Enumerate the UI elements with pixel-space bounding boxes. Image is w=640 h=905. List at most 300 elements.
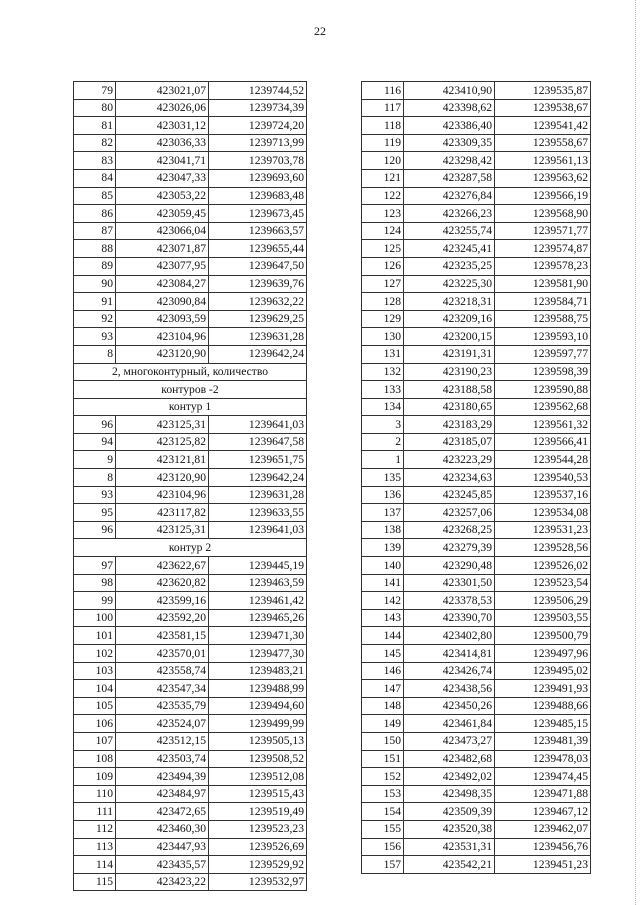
x-coordinate-cell: 423036,33 [116, 134, 209, 152]
point-number-cell: 120 [362, 152, 404, 170]
x-coordinate-cell: 423225,30 [404, 275, 495, 293]
point-number-cell: 153 [362, 785, 404, 803]
y-coordinate-cell: 1239663,57 [209, 222, 307, 240]
point-number-cell: 1 [362, 451, 404, 469]
x-coordinate-cell: 423021,07 [116, 82, 209, 100]
point-number-cell: 94 [74, 433, 116, 451]
y-coordinate-cell: 1239526,69 [209, 838, 307, 856]
x-coordinate-cell: 423298,42 [404, 152, 495, 170]
x-coordinate-cell: 423438,56 [404, 680, 495, 698]
point-number-cell: 156 [362, 838, 404, 856]
x-coordinate-cell: 423104,96 [116, 486, 209, 504]
point-number-cell: 89 [74, 257, 116, 275]
point-number-cell: 104 [74, 680, 116, 698]
table-row [74, 451, 307, 469]
table-row [74, 152, 307, 170]
table-row [362, 539, 591, 557]
table-row [74, 117, 307, 135]
table-row [74, 521, 307, 539]
point-number-cell: 149 [362, 715, 404, 733]
table-row [74, 873, 307, 891]
x-coordinate-cell: 423509,39 [404, 803, 495, 821]
table-row [74, 645, 307, 663]
point-number-cell: 86 [74, 205, 116, 223]
x-coordinate-cell: 423547,34 [116, 680, 209, 698]
point-number-cell: 126 [362, 257, 404, 275]
y-coordinate-cell: 1239647,50 [209, 257, 307, 275]
point-number-cell: 127 [362, 275, 404, 293]
y-coordinate-cell: 1239544,28 [495, 451, 591, 469]
table-row [74, 275, 307, 293]
point-number-cell: 8 [74, 345, 116, 363]
x-coordinate-cell: 423558,74 [116, 662, 209, 680]
section-row [74, 539, 307, 557]
page-edge-line [635, 0, 636, 905]
table-row [74, 680, 307, 698]
section-row [74, 398, 307, 416]
point-number-cell: 130 [362, 328, 404, 346]
y-coordinate-cell: 1239461,42 [209, 592, 307, 610]
table-row [362, 82, 591, 100]
x-coordinate-cell: 423257,06 [404, 504, 495, 522]
x-coordinate-cell: 423235,25 [404, 257, 495, 275]
x-coordinate-cell: 423071,87 [116, 240, 209, 258]
x-coordinate-cell: 423484,97 [116, 785, 209, 803]
x-coordinate-cell: 423180,65 [404, 398, 495, 416]
y-coordinate-cell: 1239474,45 [495, 768, 591, 786]
x-coordinate-cell: 423535,79 [116, 697, 209, 715]
point-number-cell: 136 [362, 486, 404, 504]
x-coordinate-cell: 423104,96 [116, 328, 209, 346]
y-coordinate-cell: 1239505,13 [209, 732, 307, 750]
y-coordinate-cell: 1239561,13 [495, 152, 591, 170]
table-row [74, 222, 307, 240]
table-row [362, 451, 591, 469]
y-coordinate-cell: 1239488,99 [209, 680, 307, 698]
y-coordinate-cell: 1239558,67 [495, 134, 591, 152]
table-row [362, 838, 591, 856]
y-coordinate-cell: 1239456,76 [495, 838, 591, 856]
table-row [362, 627, 591, 645]
table-row [362, 521, 591, 539]
y-coordinate-cell: 1239655,44 [209, 240, 307, 258]
table-row [362, 433, 591, 451]
point-number-cell: 115 [74, 873, 116, 891]
y-coordinate-cell: 1239734,39 [209, 99, 307, 117]
y-coordinate-cell: 1239647,58 [209, 433, 307, 451]
point-number-cell: 155 [362, 820, 404, 838]
point-number-cell: 139 [362, 539, 404, 557]
x-coordinate-cell: 423059,45 [116, 205, 209, 223]
table-row [362, 750, 591, 768]
x-coordinate-cell: 423498,35 [404, 785, 495, 803]
point-number-cell: 88 [74, 240, 116, 258]
point-number-cell: 143 [362, 609, 404, 627]
x-coordinate-cell: 423279,39 [404, 539, 495, 557]
y-coordinate-cell: 1239523,54 [495, 574, 591, 592]
table-row [74, 240, 307, 258]
table-row [362, 785, 591, 803]
table-row [362, 715, 591, 733]
x-coordinate-cell: 423390,70 [404, 609, 495, 627]
table-row [362, 768, 591, 786]
y-coordinate-cell: 1239503,55 [495, 609, 591, 627]
y-coordinate-cell: 1239566,19 [495, 187, 591, 205]
y-coordinate-cell: 1239693,60 [209, 169, 307, 187]
x-coordinate-cell: 423077,95 [116, 257, 209, 275]
point-number-cell: 110 [74, 785, 116, 803]
y-coordinate-cell: 1239512,08 [209, 768, 307, 786]
table-row [362, 99, 591, 117]
table-row [74, 82, 307, 100]
point-number-cell: 145 [362, 645, 404, 663]
table-row [362, 117, 591, 135]
point-number-cell: 140 [362, 557, 404, 575]
x-coordinate-cell: 423581,15 [116, 627, 209, 645]
point-number-cell: 116 [362, 82, 404, 100]
section-label: 2, многоконтурный, количество [74, 363, 307, 381]
point-number-cell: 97 [74, 557, 116, 575]
point-number-cell: 109 [74, 768, 116, 786]
y-coordinate-cell: 1239463,59 [209, 574, 307, 592]
y-coordinate-cell: 1239673,45 [209, 205, 307, 223]
table-row [362, 134, 591, 152]
x-coordinate-cell: 423026,06 [116, 99, 209, 117]
table-row [362, 680, 591, 698]
table-row [74, 838, 307, 856]
point-number-cell: 124 [362, 222, 404, 240]
point-number-cell: 84 [74, 169, 116, 187]
page-number: 22 [314, 24, 326, 38]
y-coordinate-cell: 1239590,88 [495, 381, 591, 399]
y-coordinate-cell: 1239744,52 [209, 82, 307, 100]
table-row [362, 574, 591, 592]
table-row [362, 257, 591, 275]
x-coordinate-cell: 423378,53 [404, 592, 495, 610]
y-coordinate-cell: 1239724,20 [209, 117, 307, 135]
x-coordinate-cell: 423386,40 [404, 117, 495, 135]
table-row [362, 592, 591, 610]
point-number-cell: 138 [362, 521, 404, 539]
table-row [362, 187, 591, 205]
x-coordinate-cell: 423570,01 [116, 645, 209, 663]
point-number-cell: 99 [74, 592, 116, 610]
x-coordinate-cell: 423266,23 [404, 205, 495, 223]
x-coordinate-cell: 423398,62 [404, 99, 495, 117]
y-coordinate-cell: 1239574,87 [495, 240, 591, 258]
point-number-cell: 2 [362, 433, 404, 451]
table-row [74, 820, 307, 838]
table-row [74, 99, 307, 117]
point-number-cell: 119 [362, 134, 404, 152]
y-coordinate-cell: 1239578,23 [495, 257, 591, 275]
table-row [74, 169, 307, 187]
x-coordinate-cell: 423473,27 [404, 732, 495, 750]
y-coordinate-cell: 1239598,39 [495, 363, 591, 381]
x-coordinate-cell: 423121,81 [116, 451, 209, 469]
point-number-cell: 141 [362, 574, 404, 592]
x-coordinate-cell: 423047,33 [116, 169, 209, 187]
point-number-cell: 92 [74, 310, 116, 328]
table-row [362, 345, 591, 363]
point-number-cell: 125 [362, 240, 404, 258]
y-coordinate-cell: 1239631,28 [209, 486, 307, 504]
table-row [362, 732, 591, 750]
point-number-cell: 83 [74, 152, 116, 170]
y-coordinate-cell: 1239593,10 [495, 328, 591, 346]
x-coordinate-cell: 423223,29 [404, 451, 495, 469]
x-coordinate-cell: 423592,20 [116, 609, 209, 627]
x-coordinate-cell: 423435,57 [116, 856, 209, 874]
table-row [74, 609, 307, 627]
table-row [362, 152, 591, 170]
y-coordinate-cell: 1239499,99 [209, 715, 307, 733]
point-number-cell: 114 [74, 856, 116, 874]
y-coordinate-cell: 1239641,03 [209, 416, 307, 434]
y-coordinate-cell: 1239519,49 [209, 803, 307, 821]
point-number-cell: 113 [74, 838, 116, 856]
table-row [74, 187, 307, 205]
y-coordinate-cell: 1239462,07 [495, 820, 591, 838]
x-coordinate-cell: 423622,67 [116, 557, 209, 575]
x-coordinate-cell: 423520,38 [404, 820, 495, 838]
table-row [362, 609, 591, 627]
table-row [362, 293, 591, 311]
point-number-cell: 100 [74, 609, 116, 627]
x-coordinate-cell: 423482,68 [404, 750, 495, 768]
x-coordinate-cell: 423125,31 [116, 521, 209, 539]
table-row [362, 504, 591, 522]
table-row [74, 328, 307, 346]
table-row [362, 169, 591, 187]
y-coordinate-cell: 1239465,26 [209, 609, 307, 627]
x-coordinate-cell: 423492,02 [404, 768, 495, 786]
right-coordinates-table [361, 81, 591, 874]
section-row [74, 381, 307, 399]
y-coordinate-cell: 1239642,24 [209, 345, 307, 363]
point-number-cell: 102 [74, 645, 116, 663]
x-coordinate-cell: 423188,58 [404, 381, 495, 399]
table-row [74, 697, 307, 715]
point-number-cell: 137 [362, 504, 404, 522]
x-coordinate-cell: 423093,59 [116, 310, 209, 328]
point-number-cell: 96 [74, 521, 116, 539]
x-coordinate-cell: 423460,30 [116, 820, 209, 838]
section-label: контур 1 [74, 398, 307, 416]
table-row [362, 697, 591, 715]
x-coordinate-cell: 423426,74 [404, 662, 495, 680]
y-coordinate-cell: 1239497,96 [495, 645, 591, 663]
point-number-cell: 3 [362, 416, 404, 434]
table-row [362, 486, 591, 504]
x-coordinate-cell: 423524,07 [116, 715, 209, 733]
point-number-cell: 142 [362, 592, 404, 610]
x-coordinate-cell: 423120,90 [116, 345, 209, 363]
y-coordinate-cell: 1239478,03 [495, 750, 591, 768]
y-coordinate-cell: 1239467,12 [495, 803, 591, 821]
y-coordinate-cell: 1239523,23 [209, 820, 307, 838]
x-coordinate-cell: 423447,93 [116, 838, 209, 856]
y-coordinate-cell: 1239629,25 [209, 310, 307, 328]
point-number-cell: 121 [362, 169, 404, 187]
left-coordinates-table [73, 81, 307, 891]
x-coordinate-cell: 423120,90 [116, 469, 209, 487]
y-coordinate-cell: 1239540,53 [495, 469, 591, 487]
y-coordinate-cell: 1239471,30 [209, 627, 307, 645]
point-number-cell: 80 [74, 99, 116, 117]
y-coordinate-cell: 1239445,19 [209, 557, 307, 575]
table-row [74, 134, 307, 152]
point-number-cell: 150 [362, 732, 404, 750]
y-coordinate-cell: 1239568,90 [495, 205, 591, 223]
y-coordinate-cell: 1239562,68 [495, 398, 591, 416]
table-row [362, 662, 591, 680]
x-coordinate-cell: 423245,85 [404, 486, 495, 504]
point-number-cell: 157 [362, 856, 404, 874]
table-row [74, 469, 307, 487]
point-number-cell: 118 [362, 117, 404, 135]
point-number-cell: 148 [362, 697, 404, 715]
x-coordinate-cell: 423423,22 [116, 873, 209, 891]
y-coordinate-cell: 1239642,24 [209, 469, 307, 487]
point-number-cell: 134 [362, 398, 404, 416]
table-row [74, 574, 307, 592]
point-number-cell: 96 [74, 416, 116, 434]
y-coordinate-cell: 1239532,97 [209, 873, 307, 891]
x-coordinate-cell: 423125,31 [116, 416, 209, 434]
y-coordinate-cell: 1239488,66 [495, 697, 591, 715]
x-coordinate-cell: 423255,74 [404, 222, 495, 240]
x-coordinate-cell: 423503,74 [116, 750, 209, 768]
y-coordinate-cell: 1239584,71 [495, 293, 591, 311]
table-row [74, 732, 307, 750]
table-row [74, 557, 307, 575]
point-number-cell: 129 [362, 310, 404, 328]
y-coordinate-cell: 1239571,77 [495, 222, 591, 240]
table-row [74, 662, 307, 680]
x-coordinate-cell: 423041,71 [116, 152, 209, 170]
y-coordinate-cell: 1239588,75 [495, 310, 591, 328]
table-row [74, 627, 307, 645]
table-row [74, 205, 307, 223]
point-number-cell: 146 [362, 662, 404, 680]
x-coordinate-cell: 423200,15 [404, 328, 495, 346]
y-coordinate-cell: 1239597,77 [495, 345, 591, 363]
point-number-cell: 154 [362, 803, 404, 821]
y-coordinate-cell: 1239471,88 [495, 785, 591, 803]
point-number-cell: 105 [74, 697, 116, 715]
y-coordinate-cell: 1239506,29 [495, 592, 591, 610]
table-row [74, 715, 307, 733]
point-number-cell: 152 [362, 768, 404, 786]
x-coordinate-cell: 423245,41 [404, 240, 495, 258]
y-coordinate-cell: 1239534,08 [495, 504, 591, 522]
y-coordinate-cell: 1239538,67 [495, 99, 591, 117]
x-coordinate-cell: 423031,12 [116, 117, 209, 135]
y-coordinate-cell: 1239563,62 [495, 169, 591, 187]
y-coordinate-cell: 1239641,03 [209, 521, 307, 539]
x-coordinate-cell: 423542,21 [404, 856, 495, 874]
table-row [74, 856, 307, 874]
table-row [362, 222, 591, 240]
y-coordinate-cell: 1239508,52 [209, 750, 307, 768]
x-coordinate-cell: 423599,16 [116, 592, 209, 610]
y-coordinate-cell: 1239495,02 [495, 662, 591, 680]
y-coordinate-cell: 1239703,78 [209, 152, 307, 170]
y-coordinate-cell: 1239581,90 [495, 275, 591, 293]
table-row [362, 398, 591, 416]
y-coordinate-cell: 1239451,23 [495, 856, 591, 874]
point-number-cell: 82 [74, 134, 116, 152]
y-coordinate-cell: 1239526,02 [495, 557, 591, 575]
x-coordinate-cell: 423410,90 [404, 82, 495, 100]
table-row [74, 257, 307, 275]
y-coordinate-cell: 1239494,60 [209, 697, 307, 715]
y-coordinate-cell: 1239713,99 [209, 134, 307, 152]
point-number-cell: 122 [362, 187, 404, 205]
table-row [362, 240, 591, 258]
table-row [74, 310, 307, 328]
x-coordinate-cell: 423125,82 [116, 433, 209, 451]
table-row [74, 416, 307, 434]
x-coordinate-cell: 423472,65 [116, 803, 209, 821]
point-number-cell: 9 [74, 451, 116, 469]
x-coordinate-cell: 423185,07 [404, 433, 495, 451]
y-coordinate-cell: 1239631,28 [209, 328, 307, 346]
y-coordinate-cell: 1239651,75 [209, 451, 307, 469]
point-number-cell: 8 [74, 469, 116, 487]
table-row [362, 469, 591, 487]
table-row [74, 486, 307, 504]
x-coordinate-cell: 423183,29 [404, 416, 495, 434]
table-row [74, 768, 307, 786]
x-coordinate-cell: 423191,31 [404, 345, 495, 363]
y-coordinate-cell: 1239515,43 [209, 785, 307, 803]
point-number-cell: 123 [362, 205, 404, 223]
x-coordinate-cell: 423066,04 [116, 222, 209, 240]
y-coordinate-cell: 1239683,48 [209, 187, 307, 205]
y-coordinate-cell: 1239528,56 [495, 539, 591, 557]
point-number-cell: 93 [74, 486, 116, 504]
point-number-cell: 91 [74, 293, 116, 311]
y-coordinate-cell: 1239483,21 [209, 662, 307, 680]
x-coordinate-cell: 423301,50 [404, 574, 495, 592]
table-row [362, 205, 591, 223]
table-row [74, 293, 307, 311]
point-number-cell: 93 [74, 328, 116, 346]
table-row [362, 645, 591, 663]
point-number-cell: 133 [362, 381, 404, 399]
point-number-cell: 81 [74, 117, 116, 135]
point-number-cell: 79 [74, 82, 116, 100]
table-row [362, 856, 591, 874]
y-coordinate-cell: 1239531,23 [495, 521, 591, 539]
x-coordinate-cell: 423290,48 [404, 557, 495, 575]
x-coordinate-cell: 423461,84 [404, 715, 495, 733]
point-number-cell: 107 [74, 732, 116, 750]
point-number-cell: 90 [74, 275, 116, 293]
table-row [74, 785, 307, 803]
x-coordinate-cell: 423190,23 [404, 363, 495, 381]
table-row [362, 803, 591, 821]
x-coordinate-cell: 423531,31 [404, 838, 495, 856]
table-row [362, 328, 591, 346]
y-coordinate-cell: 1239561,32 [495, 416, 591, 434]
table-row [74, 345, 307, 363]
point-number-cell: 132 [362, 363, 404, 381]
x-coordinate-cell: 423268,25 [404, 521, 495, 539]
y-coordinate-cell: 1239500,79 [495, 627, 591, 645]
